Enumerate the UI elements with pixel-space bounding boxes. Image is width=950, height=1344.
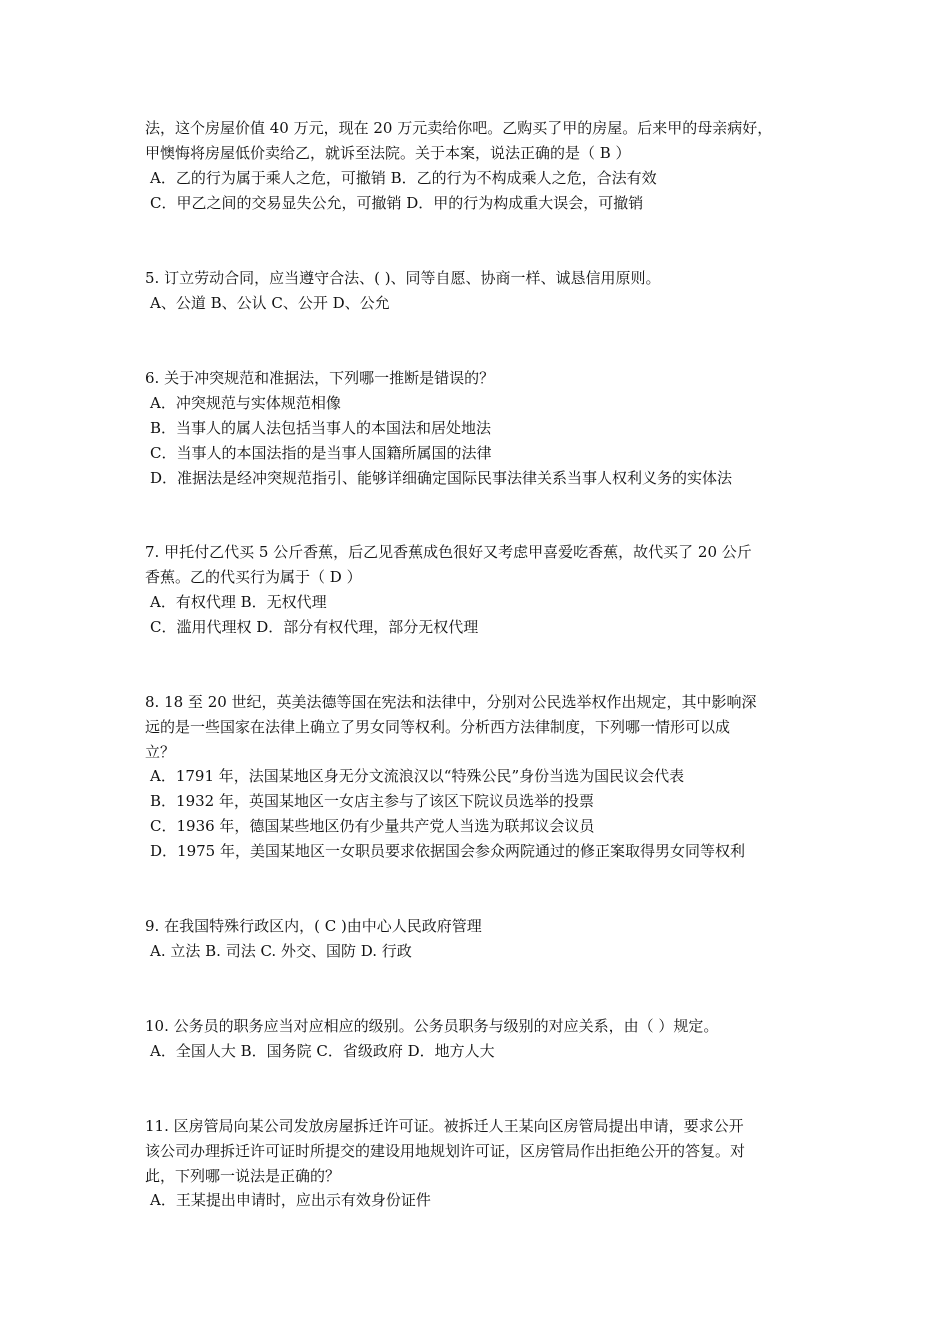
question-text-line: 此，下列哪一说法是正确的？ <box>145 1167 341 1185</box>
question-text-line: 10. 公务员的职务应当对应相应的级别。公务员职务与级别的对应关系，由（ ）规定。 <box>145 1017 719 1035</box>
question-text-line: 远的是一些国家在法律上确立了男女同等权利。分析西方法律制度，下列哪一情形可以成 <box>145 718 731 736</box>
question-text-line: 香蕉。乙的代买行为属于（ D ） <box>145 568 362 586</box>
answer-option-line: A．有权代理 B．无权代理 <box>150 593 327 611</box>
question-text-line: 该公司办理拆迁许可证时所提交的建设用地规划许可证，区房管局作出拒绝公开的答复。对 <box>145 1142 746 1160</box>
question-text-line: 8. 18 至 20 世纪，英美法德等国在宪法和法律中，分别对公民选举权作出规定，其中影响深 <box>145 693 757 711</box>
answer-option-line: A. 立法 B. 司法 C. 外交、国防 D. 行政 <box>150 942 412 960</box>
answer-option-line: D．1975 年，美国某地区一女职员要求依据国会参众两院通过的修正案取得男女同等权利 <box>150 842 745 860</box>
answer-option-line: A．1791 年，法国某地区身无分文流浪汉以“特殊公民”身份当选为国民议会代表 <box>150 767 685 785</box>
answer-option-line: C．1936 年，德国某些地区仍有少量共产党人当选为联邦议会议员 <box>150 817 595 835</box>
answer-option-line: C．滥用代理权 D．部分有权代理，部分无权代理 <box>150 618 479 636</box>
question-text-line: 11. 区房管局向某公司发放房屋拆迁许可证。被拆迁人王某向区房管局提出申请，要求公开 <box>145 1117 744 1135</box>
answer-option-line: D．准据法是经冲突规范指引、能够详细确定国际民事法律关系当事人权利义务的实体法 <box>150 469 733 487</box>
answer-option-line: A．冲突规范与实体规范相像 <box>150 394 341 412</box>
question-text-line: 甲懊悔将房屋低价卖给乙，就诉至法院。关于本案，说法正确的是（ B ） <box>145 144 631 162</box>
answer-option-line: A．全国人大 B．国务院 C．省级政府 D．地方人大 <box>150 1042 495 1060</box>
question-text-line: 9. 在我国特殊行政区内，( C )由中心人民政府管理 <box>145 917 482 935</box>
answer-option-line: A、公道 B、公认 C、公开 D、公允 <box>150 294 390 312</box>
question-text-line: 立？ <box>145 743 176 761</box>
answer-option-line: B．当事人的属人法包括当事人的本国法和居处地法 <box>150 419 492 437</box>
answer-option-line: A．乙的行为属于乘人之危，可撤销 B．乙的行为不构成乘人之危，合法有效 <box>150 169 657 187</box>
answer-option-line: B．1932 年，英国某地区一女店主参与了该区下院议员选举的投票 <box>150 792 594 810</box>
answer-option-line: C．甲乙之间的交易显失公允，可撤销 D．甲的行为构成重大误会，可撤销 <box>150 194 644 212</box>
question-text-line: 7. 甲托付乙代买 5 公斤香蕉，后乙见香蕉成色很好又考虑甲喜爱吃香蕉，故代买了 20 公斤 <box>145 543 752 561</box>
answer-option-line: A．王某提出申请时，应出示有效身份证件 <box>150 1191 431 1209</box>
question-text-line: 6. 关于冲突规范和准据法，下列哪一推断是错误的？ <box>145 369 495 387</box>
question-text-line: 5. 订立劳动合同，应当遵守合法、( )、同等自愿、协商一样、诚恳信用原则。 <box>145 269 661 287</box>
answer-option-line: C．当事人的本国法指的是当事人国籍所属国的法律 <box>150 444 492 462</box>
question-text-line: 法，这个房屋价值 40 万元，现在 20 万元卖给你吧。乙购买了甲的房屋。后来甲的母亲病好， <box>145 119 773 137</box>
